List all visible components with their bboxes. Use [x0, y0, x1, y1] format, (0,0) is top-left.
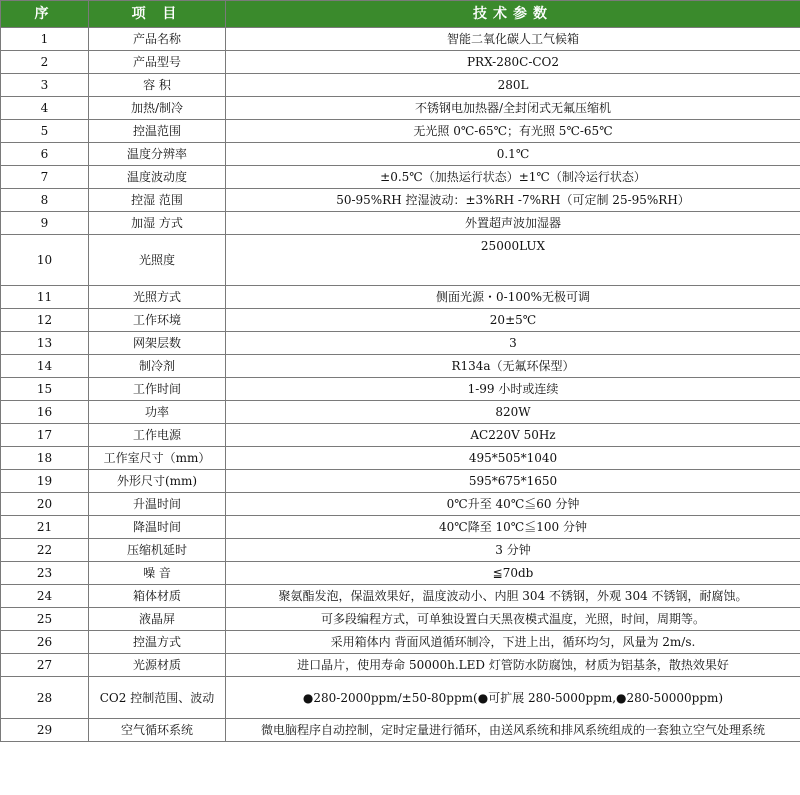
row-item: 工作环境	[89, 309, 226, 332]
row-item: 压缩机延时	[89, 539, 226, 562]
row-spec: 1-99 小时或连续	[226, 378, 800, 401]
row-item: 控湿 范围	[89, 189, 226, 212]
table-row	[1, 235, 800, 286]
row-no: 13	[1, 332, 89, 355]
row-item: 降温时间	[89, 516, 226, 539]
row-spec: ≦70db	[226, 562, 800, 585]
table-row	[1, 719, 800, 742]
row-no: 27	[1, 654, 89, 677]
row-no: 29	[1, 719, 89, 742]
row-spec: AC220V 50Hz	[226, 424, 800, 447]
table-row	[1, 332, 800, 355]
table-row	[1, 562, 800, 585]
row-no: 5	[1, 120, 89, 143]
row-item: 工作室尺寸（mm）	[89, 447, 226, 470]
row-item: 噪 音	[89, 562, 226, 585]
row-item: 温度波动度	[89, 166, 226, 189]
row-spec: 50-95%RH 控湿波动：±3%RH -7%RH（可定制 25-95%RH）	[226, 189, 800, 212]
header-no: 序	[1, 1, 89, 28]
row-no: 3	[1, 74, 89, 97]
row-spec: 40℃降至 10℃≦100 分钟	[226, 516, 800, 539]
row-no: 6	[1, 143, 89, 166]
table-row	[1, 470, 800, 493]
row-spec: 进口晶片，使用寿命 50000h.LED 灯管防水防腐蚀，材质为铝基条，散热效果好	[226, 654, 800, 677]
row-no: 14	[1, 355, 89, 378]
row-no: 10	[1, 235, 89, 286]
row-item: CO2 控制范围、波动	[89, 677, 226, 719]
row-no: 8	[1, 189, 89, 212]
row-spec: 3	[226, 332, 800, 355]
row-spec: 微电脑程序自动控制，定时定量进行循环，由送风系统和排风系统组成的一套独立空气处理系统	[226, 719, 800, 742]
row-no: 9	[1, 212, 89, 235]
row-no: 2	[1, 51, 89, 74]
row-no: 23	[1, 562, 89, 585]
row-no: 11	[1, 286, 89, 309]
row-spec: 820W	[226, 401, 800, 424]
row-item: 液晶屏	[89, 608, 226, 631]
row-spec: 智能二氧化碳人工气候箱	[226, 28, 800, 51]
row-no: 1	[1, 28, 89, 51]
header-item: 项 目	[89, 1, 226, 28]
table-row	[1, 51, 800, 74]
row-spec: 外置超声波加湿器	[226, 212, 800, 235]
row-spec: 无光照 0℃-65℃；有光照 5℃-65℃	[226, 120, 800, 143]
table-row	[1, 539, 800, 562]
row-item: 网架层数	[89, 332, 226, 355]
row-no: 18	[1, 447, 89, 470]
row-item: 空气循环系统	[89, 719, 226, 742]
table-row	[1, 447, 800, 470]
table-row	[1, 143, 800, 166]
row-item: 工作时间	[89, 378, 226, 401]
table-row	[1, 493, 800, 516]
row-no: 15	[1, 378, 89, 401]
row-spec: 侧面光源・0-100%无极可调	[226, 286, 800, 309]
row-spec: R134a（无氟环保型）	[226, 355, 800, 378]
row-item: 外形尺寸(mm)	[89, 470, 226, 493]
row-item: 容 积	[89, 74, 226, 97]
row-item: 控温方式	[89, 631, 226, 654]
table-row	[1, 378, 800, 401]
row-no: 4	[1, 97, 89, 120]
row-spec: 20±5℃	[226, 309, 800, 332]
table-row	[1, 355, 800, 378]
table-row	[1, 28, 800, 51]
row-spec: 25000LUX	[226, 235, 800, 286]
row-spec: 不锈钢电加热器/全封闭式无氟压缩机	[226, 97, 800, 120]
table-row	[1, 424, 800, 447]
row-no: 19	[1, 470, 89, 493]
table-row	[1, 212, 800, 235]
row-no: 22	[1, 539, 89, 562]
table-row	[1, 516, 800, 539]
row-item: 箱体材质	[89, 585, 226, 608]
row-no: 28	[1, 677, 89, 719]
row-spec: 0.1℃	[226, 143, 800, 166]
table-row	[1, 654, 800, 677]
row-item: 升温时间	[89, 493, 226, 516]
row-spec: 可多段编程方式，可单独设置白天黑夜模式温度，光照，时间，周期等。	[226, 608, 800, 631]
table-row	[1, 286, 800, 309]
table-row	[1, 608, 800, 631]
row-spec: 595*675*1650	[226, 470, 800, 493]
table-row	[1, 189, 800, 212]
row-spec: 495*505*1040	[226, 447, 800, 470]
table-row	[1, 166, 800, 189]
row-item: 加热/制冷	[89, 97, 226, 120]
row-item: 光照度	[89, 235, 226, 286]
row-item: 控温范围	[89, 120, 226, 143]
table-row	[1, 677, 800, 719]
row-no: 21	[1, 516, 89, 539]
row-item: 光照方式	[89, 286, 226, 309]
row-no: 17	[1, 424, 89, 447]
table-row	[1, 120, 800, 143]
table-row	[1, 74, 800, 97]
row-no: 24	[1, 585, 89, 608]
row-item: 光源材质	[89, 654, 226, 677]
table-row	[1, 97, 800, 120]
row-item: 制冷剂	[89, 355, 226, 378]
row-item: 工作电源	[89, 424, 226, 447]
table-header-row	[1, 1, 800, 28]
row-item: 产品型号	[89, 51, 226, 74]
row-spec: PRX-280C-CO2	[226, 51, 800, 74]
table-row	[1, 585, 800, 608]
table-row	[1, 401, 800, 424]
row-item: 功率	[89, 401, 226, 424]
row-no: 7	[1, 166, 89, 189]
row-spec: 280L	[226, 74, 800, 97]
row-item: 产品名称	[89, 28, 226, 51]
row-spec: 聚氨酯发泡，保温效果好，温度波动小、内胆 304 不锈钢，外观 304 不锈钢，耐腐蚀。	[226, 585, 800, 608]
row-spec: ±0.5℃（加热运行状态）±1℃（制冷运行状态）	[226, 166, 800, 189]
row-item: 加湿 方式	[89, 212, 226, 235]
row-no: 20	[1, 493, 89, 516]
row-item: 温度分辨率	[89, 143, 226, 166]
row-no: 12	[1, 309, 89, 332]
row-no: 26	[1, 631, 89, 654]
row-spec: 0℃升至 40℃≦60 分钟	[226, 493, 800, 516]
table-row	[1, 309, 800, 332]
table-row	[1, 631, 800, 654]
header-spec: 技术参数	[226, 1, 800, 28]
row-no: 16	[1, 401, 89, 424]
row-spec: 采用箱体内 背面风道循环制冷，下进上出，循环均匀，风量为 2m/s.	[226, 631, 800, 654]
row-spec: ●280-2000ppm/±50-80ppm(●可扩展 280-5000ppm,●280-50000ppm)	[226, 677, 800, 719]
row-no: 25	[1, 608, 89, 631]
row-spec: 3 分钟	[226, 539, 800, 562]
